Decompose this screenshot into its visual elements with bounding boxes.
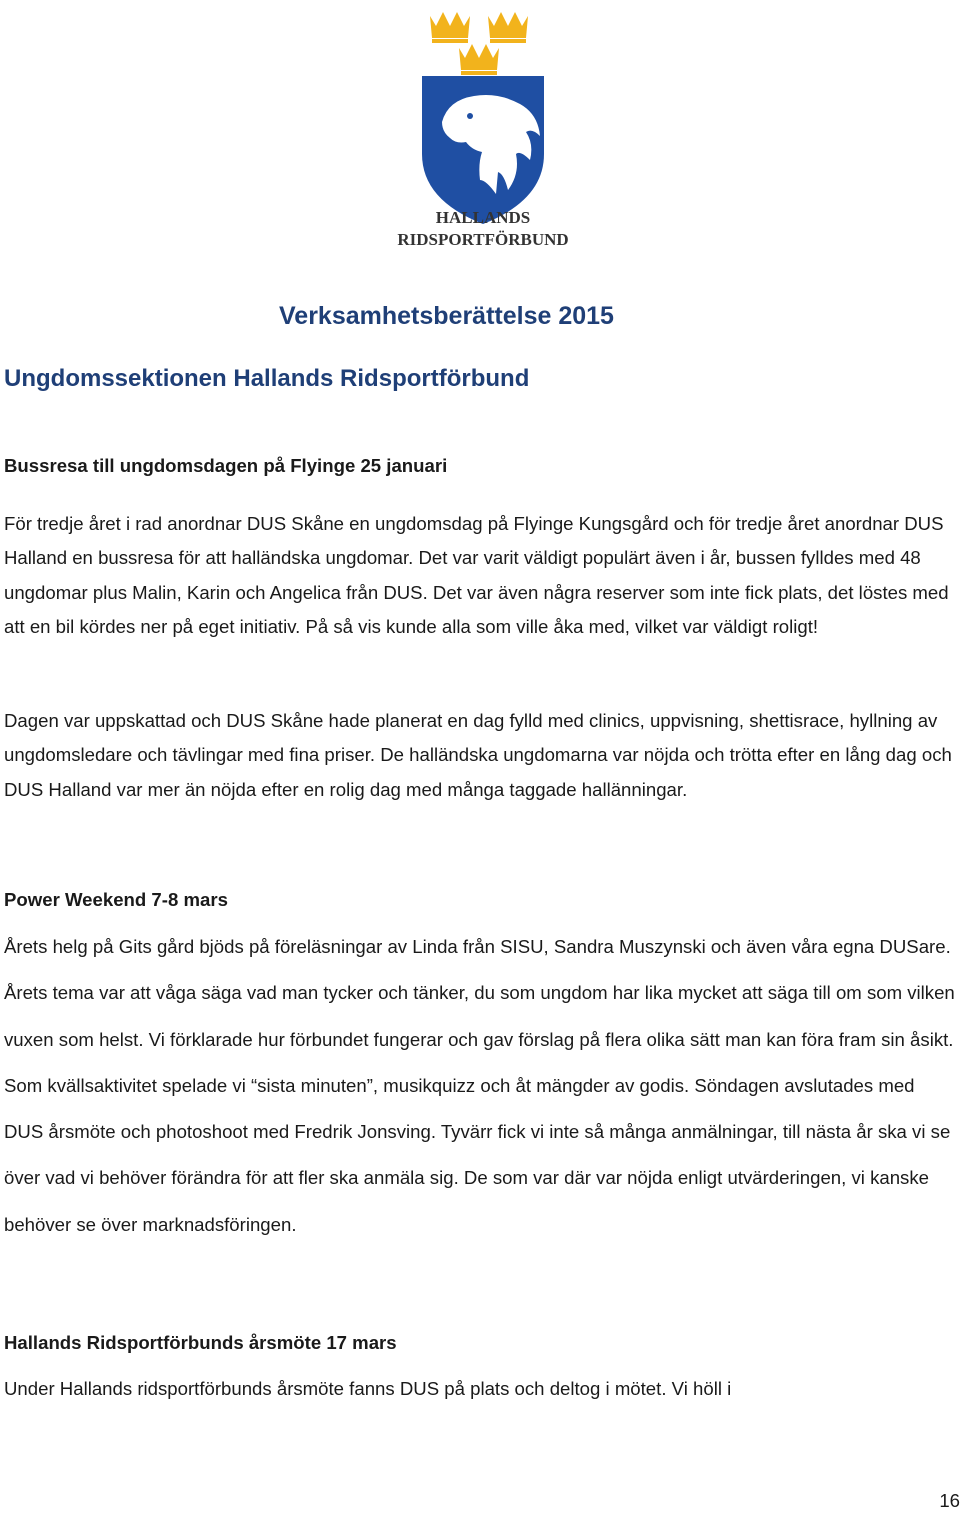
section-heading: Hallands Ridsportförbunds årsmöte 17 mars bbox=[4, 1332, 397, 1353]
logo-text-line2: RIDSPORTFÖRBUND bbox=[397, 230, 569, 249]
section-paragraph: Årets helg på Gits gård bjöds på föreläsningar av Linda från SISU, Sandra Muszynski och även våra egna DUSare. Årets tema var att våga säga vad man tycker och tänker, du som ungdom har lika mycket att säga till om som vilken vuxen som helst. Vi förklarade hur förbundet fungerar och gav förslag på flera olika sätt man kan föra fram sin åsikt. Som kvällsaktivitet spelade vi “sista minuten”, musikquizz och åt mängder av godis. Söndagen avslutades med DUS årsmöte och photoshoot med Fredrik Jonsving. Tyvärr fick vi inte så många anmälningar, till nästa år ska vi se över vad vi behöver förändra för att fler ska anmäla sig. De som var där var nöjda enligt utvärderingen, vi kanske behöver se över marknadsföringen. bbox=[4, 936, 955, 1235]
section-paragraph: Dagen var uppskattad och DUS Skåne hade planerat en dag fylld med clinics, uppvisning, shettisrace, hyllning av ungdomsledare och tävlingar med fina priser. De halländska ungdomarna var nöjda och trötta efter en lång dag och DUS Halland var mer än nöjda efter en rolig dag med många taggade hallänningar. bbox=[4, 710, 952, 800]
section-paragraph: För tredje året i rad anordnar DUS Skåne en ungdomsdag på Flyinge Kungsgård och för tredje året anordnar DUS Halland en bussresa för att halländska ungdomar. Det var varit väldigt populärt även i år, bussen fylldes med 48 ungdomar plus Malin, Karin och Angelica från DUS. Det var även några reserver som inte fick plats, det löstes med att en bil kördes ner på eget initiativ. På så vis kunde alla som ville åka med, vilket var väldigt roligt! bbox=[4, 513, 949, 637]
page-number: 16 bbox=[939, 1490, 960, 1511]
document-subtitle: Ungdomssektionen Hallands Ridsportförbund bbox=[4, 365, 530, 392]
section-paragraph: Under Hallands ridsportförbunds årsmöte fanns DUS på plats och deltog i mötet. Vi höll i bbox=[4, 1378, 732, 1399]
hallands-ridsportforbund-logo bbox=[370, 4, 596, 250]
crown-icon bbox=[488, 12, 528, 43]
logo-emblem-icon bbox=[370, 4, 596, 250]
section-heading: Bussresa till ungdomsdagen på Flyinge 25 januari bbox=[4, 455, 448, 476]
crown-icon bbox=[430, 12, 470, 43]
section-heading: Power Weekend 7-8 mars bbox=[4, 889, 228, 910]
logo-text-line1: HALLANDS bbox=[435, 208, 531, 227]
crown-icon bbox=[459, 44, 499, 75]
document-title: Verksamhetsberättelse 2015 bbox=[279, 302, 614, 330]
